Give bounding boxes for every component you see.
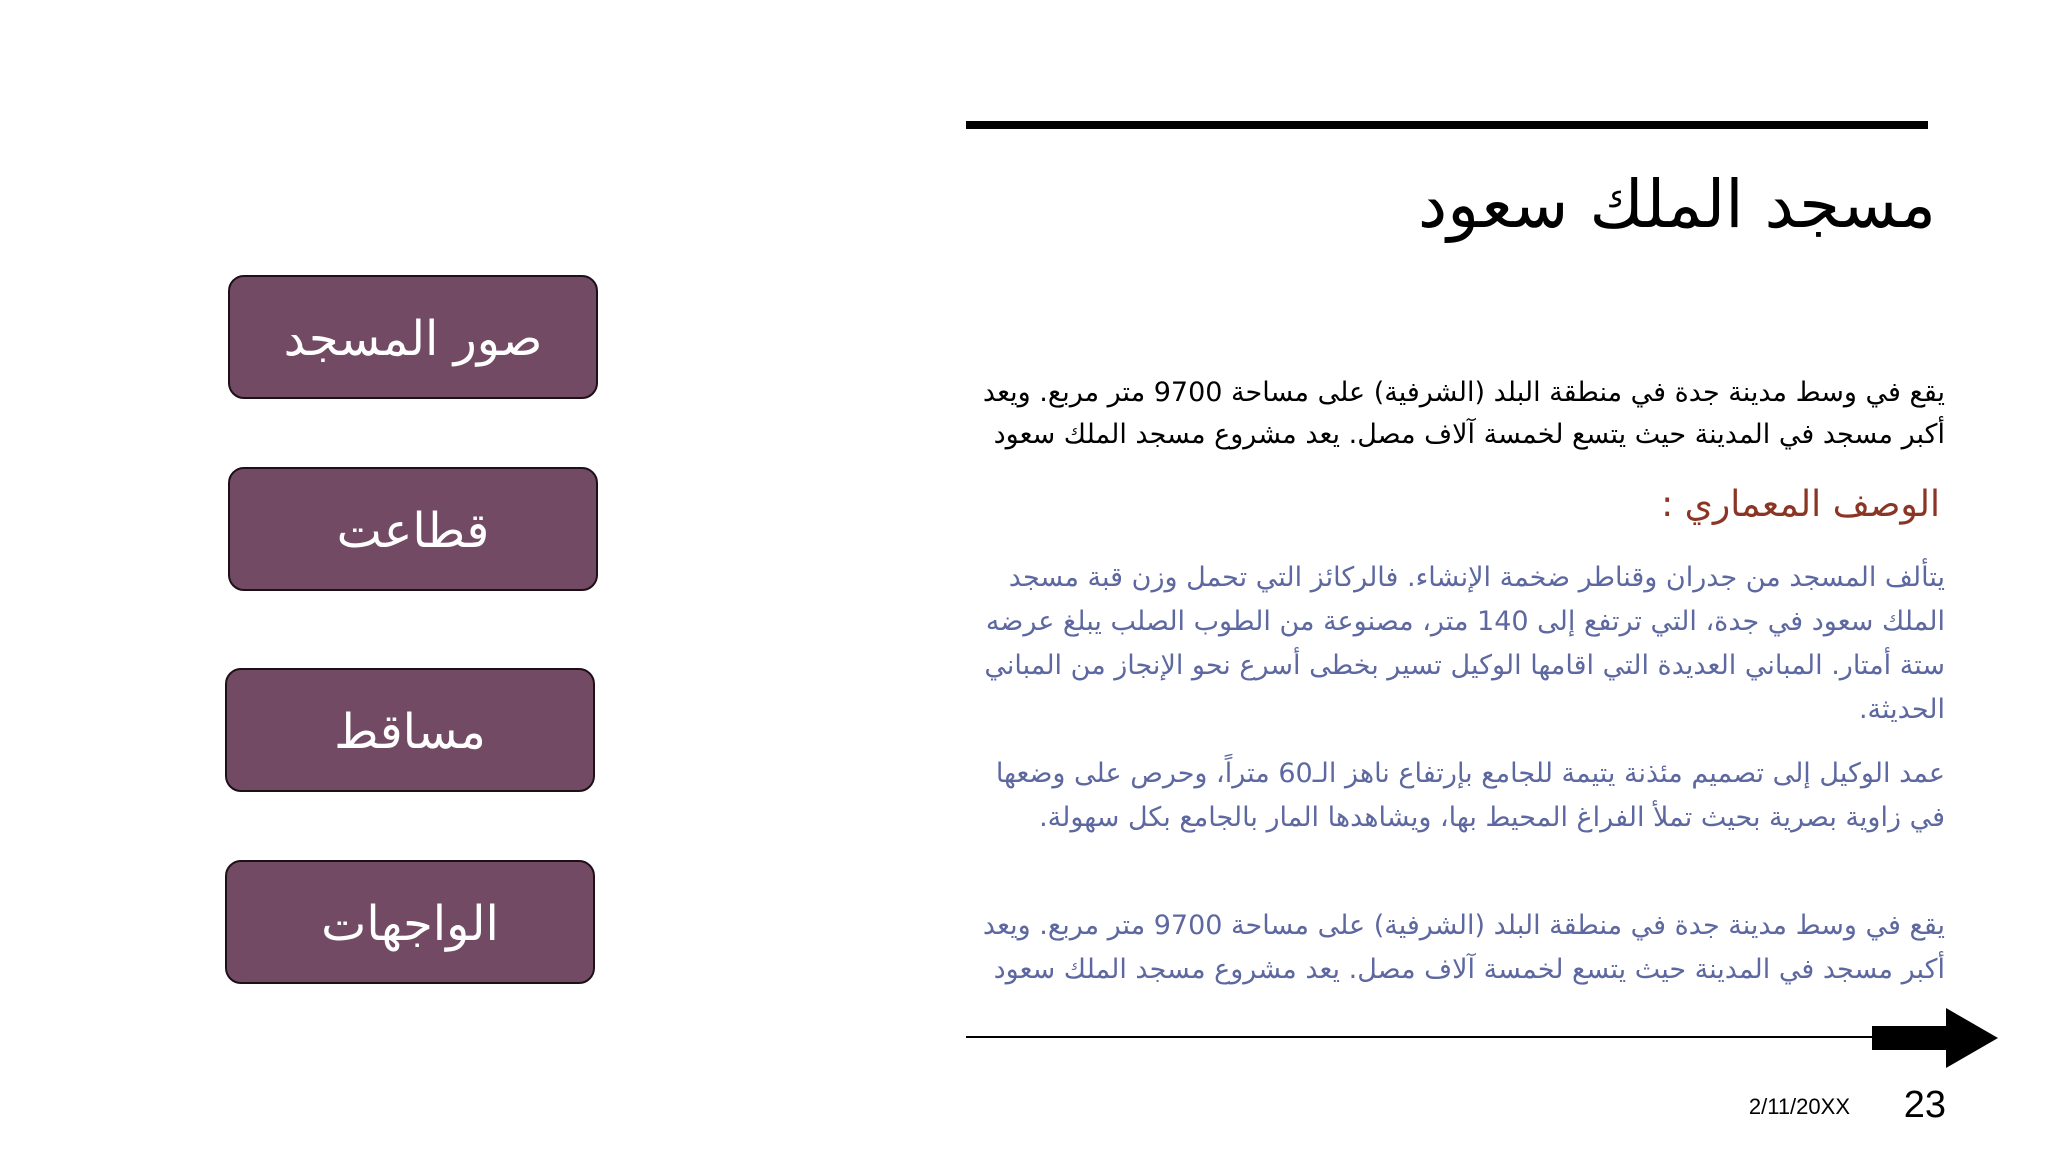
slide-title: مسجد الملك سعود	[1417, 166, 1936, 243]
page-number: 23	[1903, 1084, 1946, 1126]
architecture-paragraph-2: عمد الوكيل إلى تصميم مئذنة يتيمة للجامع بإرتفاع ناهز الـ60 متراً، وحرص على وضعها في زاوية بصرية بحيث تملأ الفراغ المحيط بها، ويشاهدها المار بالجامع بكل سهولة.	[995, 758, 1945, 833]
architecture-paragraph-1: يتألف المسجد من جدران وقناطر ضخمة الإنشاء. فالركائز التي تحمل وزن قبة مسجد الملك سعود في جدة، التي ترتفع إلى 140 متر، مصنوعة من الطوب الصلب يبلغ عرضه ستة أمتار. المباني العديدة التي اقامها الوكيل تسير بخطى أسرع نحو الإنجاز من المباني الحديثة.	[984, 562, 1945, 725]
mosque-photos-button[interactable]: صور المسجد	[228, 275, 598, 399]
sections-button[interactable]: قطاعت	[228, 467, 598, 591]
slide-date: 2/11/20XX	[1748, 1094, 1850, 1119]
bottom-rule	[966, 1036, 1878, 1038]
title-top-rule	[966, 121, 1928, 129]
floor-plans-button[interactable]: مساقط	[225, 668, 595, 792]
arrow-right-icon[interactable]	[1872, 1008, 1998, 1068]
intro-paragraph: يقع في وسط مدينة جدة في منطقة البلد (الشرفية) على مساحة 9700 متر مربع. ويعد أكبر مسجد في المدينة حيث يتسع لخمسة آلاف مصل. يعد مشروع مسجد الملك سعود	[982, 377, 1945, 450]
architecture-paragraph-3: يقع في وسط مدينة جدة في منطقة البلد (الشرفية) على مساحة 9700 متر مربع. ويعد أكبر مسجد في المدينة حيث يتسع لخمسة آلاف مصل. يعد مشروع مسجد الملك سعود	[982, 910, 1945, 985]
facades-button[interactable]: الواجهات	[225, 860, 595, 984]
architecture-heading: الوصف المعماري :	[1661, 484, 1940, 525]
